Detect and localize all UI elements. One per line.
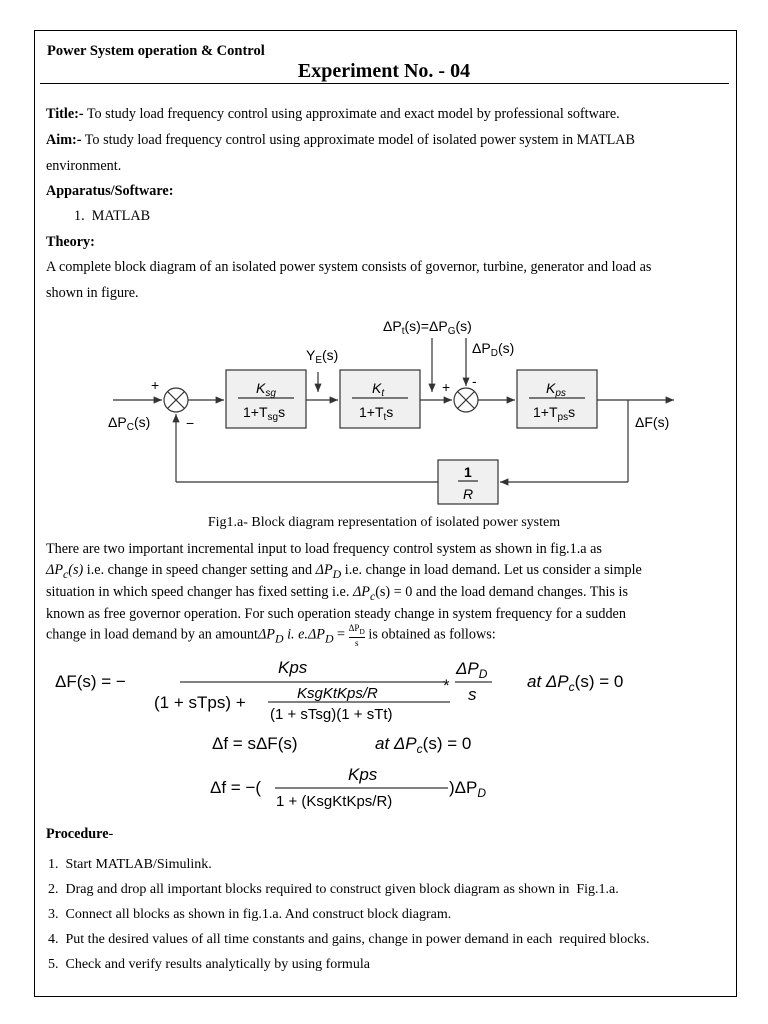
eq2-lhs: Δf = sΔF(s): [212, 734, 298, 753]
minus-sign-2: -: [472, 373, 477, 389]
body-line5: change in load demand by an amountΔP$_D$ i. $e.\Delta P_D$ = $\Delta P_D$ s is obtained as follows:: [46, 623, 496, 648]
theory-line2: shown in figure.: [46, 285, 139, 301]
eq1-numerator: Kps: [278, 658, 308, 677]
title-label: Title:-: [46, 106, 84, 122]
aim-line1: [46, 127, 720, 153]
eq1-denominator-a: (1 + sTps) +: [154, 693, 246, 712]
pt-pg-label: $\Delta P_t(s)=\Delta P_G(s)$: [383, 318, 472, 337]
eq3-numerator: Kps: [348, 765, 378, 784]
governor-numerator: $K_{sg}$: [256, 380, 276, 399]
header-divider: [40, 83, 729, 84]
title-line: [46, 101, 720, 127]
procedure-step-3: 3. Connect all blocks as shown in fig.1.a. And construct block diagram.: [48, 907, 452, 922]
figure-caption: Fig1.a- Block diagram representation of isolated power system: [207, 515, 561, 530]
experiment-heading: Experiment No. - 04: [297, 60, 471, 82]
procedure-step-4: 4. Put the desired values of all time constants and gains, change in power demand in each required blocks.: [48, 932, 650, 947]
aim-text-1: To study load frequency control using approximate model of isolated power system in MATLAB: [81, 132, 636, 148]
governor-denominator: $1+T_{sg}s$: [243, 404, 286, 423]
apparatus-item-1: 1. MATLAB: [74, 208, 151, 224]
eq1-right-numerator: $\Delta P_D$: [456, 659, 488, 681]
eq1-lhs: ΔF(s) = −: [55, 672, 126, 691]
pd-label: $\Delta P_D(s)$: [472, 340, 515, 359]
plus-sign-1: +: [151, 377, 160, 393]
generator-numerator: $K_{ps}$: [546, 380, 566, 399]
eq1-star: *: [443, 676, 450, 695]
input-label: $\Delta P_C(s)$: [108, 414, 151, 433]
plus-sign-2: +: [442, 379, 451, 395]
eq3-tail: )$\Delta P_D$: [449, 778, 487, 800]
output-label: ΔF(s): [635, 414, 670, 430]
generator-denominator: $1+T_{ps}s$: [533, 404, 576, 423]
body-line2: $\Delta P_c(s)$ i.e. change in speed changer setting and $\Delta P_D$ i.e. change in load demand. Let us consider a simple: [46, 562, 642, 581]
body-line4: known as free governor operation. For such operation steady change in system frequency for a sudden: [46, 606, 626, 622]
body-line1: There are two important incremental input to load frequency control system as shown in fig.1.a as: [46, 541, 602, 557]
procedure-step-1: 1. Start MATLAB/Simulink.: [48, 857, 212, 872]
eq3-lhs: Δf = −(: [210, 778, 262, 797]
title-text: To study load frequency control using approximate and exact model by professional software.: [83, 106, 620, 122]
procedure-heading: Procedure-: [46, 826, 114, 842]
turbine-numerator: $K_t$: [372, 380, 385, 399]
theory-line1: A complete block diagram of an isolated power system consists of governor, turbine, generator and load as: [46, 259, 652, 275]
theory-label: Theory:: [46, 234, 95, 250]
ye-label: $Y_E(s)$: [306, 347, 339, 366]
aim-line2: environment.: [46, 158, 122, 174]
eq3-denominator: 1 + (KsgKtKps/R): [276, 793, 393, 810]
eq1-condition: at $\Delta P_c(s) = 0$: [527, 672, 624, 694]
procedure-step-5: 5. Check and verify results analytically by using formula: [48, 957, 370, 972]
droop-numerator: 1: [464, 464, 472, 480]
eq1-right-denominator: s: [468, 685, 477, 704]
eq1-inner-denominator: (1 + sTsg)(1 + sTt): [270, 706, 393, 723]
turbine-denominator: $1+T_ts$: [359, 404, 394, 423]
aim-label: Aim:-: [46, 132, 82, 148]
apparatus-label: Apparatus/Software:: [46, 183, 174, 199]
body-line3: situation in which speed changer has fixed setting i.e. $\Delta P_c(s) = 0$ and the load demand changes. This is: [46, 584, 629, 603]
eq2-condition: at $\Delta P_c(s) = 0$: [375, 734, 472, 756]
minus-sign-1: −: [186, 415, 195, 431]
block-diagram: [0, 305, 768, 515]
course-name: Power System operation & Control: [47, 43, 265, 59]
eq1-inner-numerator: KsgKtKps/R: [297, 685, 378, 702]
droop-denominator: R: [463, 486, 474, 502]
procedure-step-2: 2. Drag and drop all important blocks required to construct given block diagram as shown in Fig.1.a.: [48, 882, 619, 897]
equations: [0, 650, 768, 810]
